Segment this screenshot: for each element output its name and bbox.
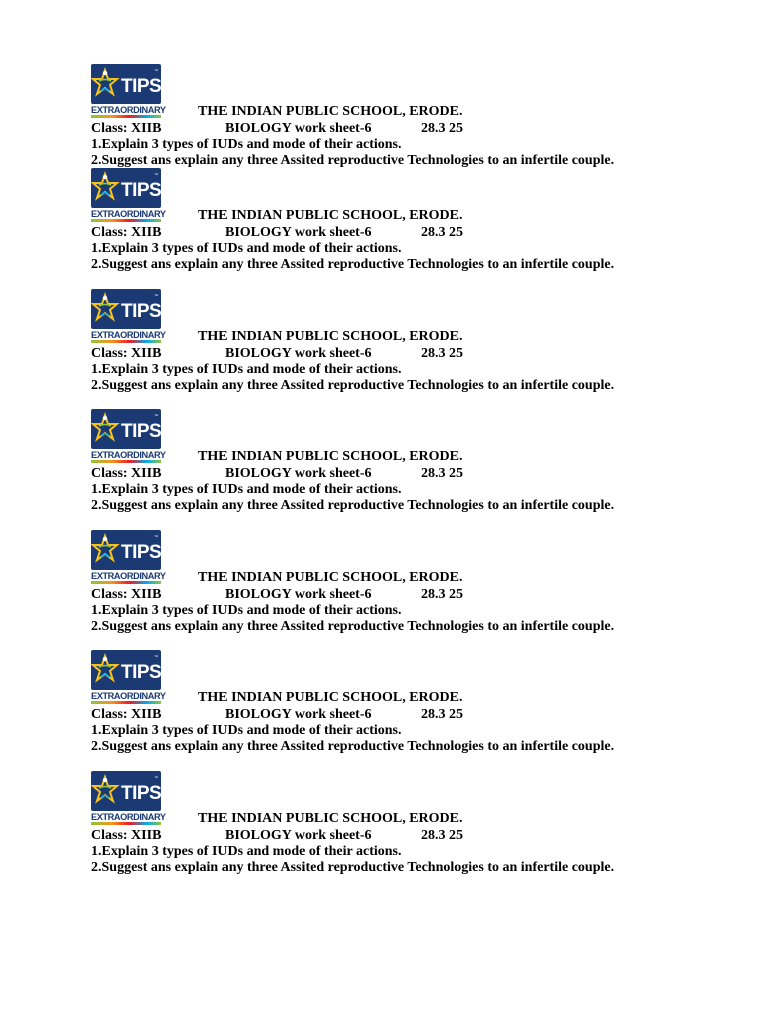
svg-text:™: ™ [154,413,158,418]
school-logo [91,409,166,465]
logo-color-strip [91,115,161,118]
star-figure-icon [91,530,161,570]
tips-logo-text: TIPS [121,662,161,683]
class-label: Class: XIIB [91,466,162,481]
tips-logo-text: TIPS [121,542,161,563]
svg-text:™: ™ [154,293,158,298]
worksheet-date: 28.3 25 [421,121,463,136]
school-logo [91,771,166,827]
tips-logo-badge [91,168,161,208]
logo-color-strip [91,701,161,704]
worksheet-date: 28.3 25 [421,466,463,481]
school-name: THE INDIAN PUBLIC SCHOOL, ERODE. [198,104,463,119]
question-2: 2.Suggest ans explain any three Assited reproductive Technologies to an infertile couple. [91,378,615,393]
worksheet-title: BIOLOGY work sheet-6 [225,466,372,481]
question-2: 2.Suggest ans explain any three Assited reproductive Technologies to an infertile couple. [91,619,615,634]
school-name: THE INDIAN PUBLIC SCHOOL, ERODE. [198,449,463,464]
tips-logo-badge [91,289,161,329]
school-name: THE INDIAN PUBLIC SCHOOL, ERODE. [198,208,463,223]
question-2: 2.Suggest ans explain any three Assited reproductive Technologies to an infertile couple. [91,860,615,875]
svg-text:™: ™ [154,775,158,780]
worksheet-title: BIOLOGY work sheet-6 [225,828,372,843]
logo-tagline: EXTRAORDINARY [91,330,166,340]
question-1: 1.Explain 3 types of IUDs and mode of their actions. [91,137,402,152]
class-label: Class: XIIB [91,707,162,722]
tips-logo-text: TIPS [121,783,161,804]
worksheet-date: 28.3 25 [421,707,463,722]
logo-tagline: EXTRAORDINARY [91,812,166,822]
worksheet-title: BIOLOGY work sheet-6 [225,121,372,136]
logo-color-strip [91,581,161,584]
worksheet-date: 28.3 25 [421,346,463,361]
tips-logo-text: TIPS [121,301,161,322]
question-1: 1.Explain 3 types of IUDs and mode of their actions. [91,241,402,256]
star-figure-icon [91,650,161,690]
worksheet-date: 28.3 25 [421,828,463,843]
tips-logo-badge [91,650,161,690]
worksheet-date: 28.3 25 [421,225,463,240]
question-2: 2.Suggest ans explain any three Assited reproductive Technologies to an infertile couple. [91,739,615,754]
logo-tagline: EXTRAORDINARY [91,105,166,115]
tips-logo-badge [91,771,161,811]
school-logo [91,650,166,706]
tips-logo-text: TIPS [121,76,161,97]
question-2: 2.Suggest ans explain any three Assited reproductive Technologies to an infertile couple. [91,153,615,168]
school-name: THE INDIAN PUBLIC SCHOOL, ERODE. [198,329,463,344]
school-logo [91,168,166,224]
question-1: 1.Explain 3 types of IUDs and mode of their actions. [91,362,402,377]
school-logo [91,289,166,345]
tips-logo-badge [91,64,161,104]
tips-logo-text: TIPS [121,180,161,201]
worksheet-title: BIOLOGY work sheet-6 [225,346,372,361]
class-label: Class: XIIB [91,121,162,136]
question-2: 2.Suggest ans explain any three Assited reproductive Technologies to an infertile couple. [91,257,615,272]
worksheet-title: BIOLOGY work sheet-6 [225,707,372,722]
star-figure-icon [91,64,161,104]
svg-text:™: ™ [154,172,158,177]
logo-color-strip [91,822,161,825]
question-1: 1.Explain 3 types of IUDs and mode of their actions. [91,723,402,738]
tips-logo-badge [91,409,161,449]
svg-text:™: ™ [154,68,158,73]
class-label: Class: XIIB [91,587,162,602]
logo-tagline: EXTRAORDINARY [91,209,166,219]
question-1: 1.Explain 3 types of IUDs and mode of their actions. [91,482,402,497]
worksheet-date: 28.3 25 [421,587,463,602]
worksheet-title: BIOLOGY work sheet-6 [225,225,372,240]
school-logo [91,64,166,120]
school-name: THE INDIAN PUBLIC SCHOOL, ERODE. [198,690,463,705]
star-figure-icon [91,771,161,811]
question-1: 1.Explain 3 types of IUDs and mode of their actions. [91,603,402,618]
class-label: Class: XIIB [91,225,162,240]
tips-logo-badge [91,530,161,570]
logo-tagline: EXTRAORDINARY [91,691,166,701]
star-figure-icon [91,409,161,449]
class-label: Class: XIIB [91,828,162,843]
worksheet-title: BIOLOGY work sheet-6 [225,587,372,602]
svg-text:™: ™ [154,534,158,539]
school-name: THE INDIAN PUBLIC SCHOOL, ERODE. [198,570,463,585]
svg-text:™: ™ [154,654,158,659]
logo-tagline: EXTRAORDINARY [91,450,166,460]
question-1: 1.Explain 3 types of IUDs and mode of their actions. [91,844,402,859]
tips-logo-text: TIPS [121,421,161,442]
school-name: THE INDIAN PUBLIC SCHOOL, ERODE. [198,811,463,826]
school-logo [91,530,166,586]
logo-color-strip [91,219,161,222]
question-2: 2.Suggest ans explain any three Assited reproductive Technologies to an infertile couple. [91,498,615,513]
logo-color-strip [91,340,161,343]
logo-color-strip [91,460,161,463]
class-label: Class: XIIB [91,346,162,361]
logo-tagline: EXTRAORDINARY [91,571,166,581]
star-figure-icon [91,168,161,208]
star-figure-icon [91,289,161,329]
